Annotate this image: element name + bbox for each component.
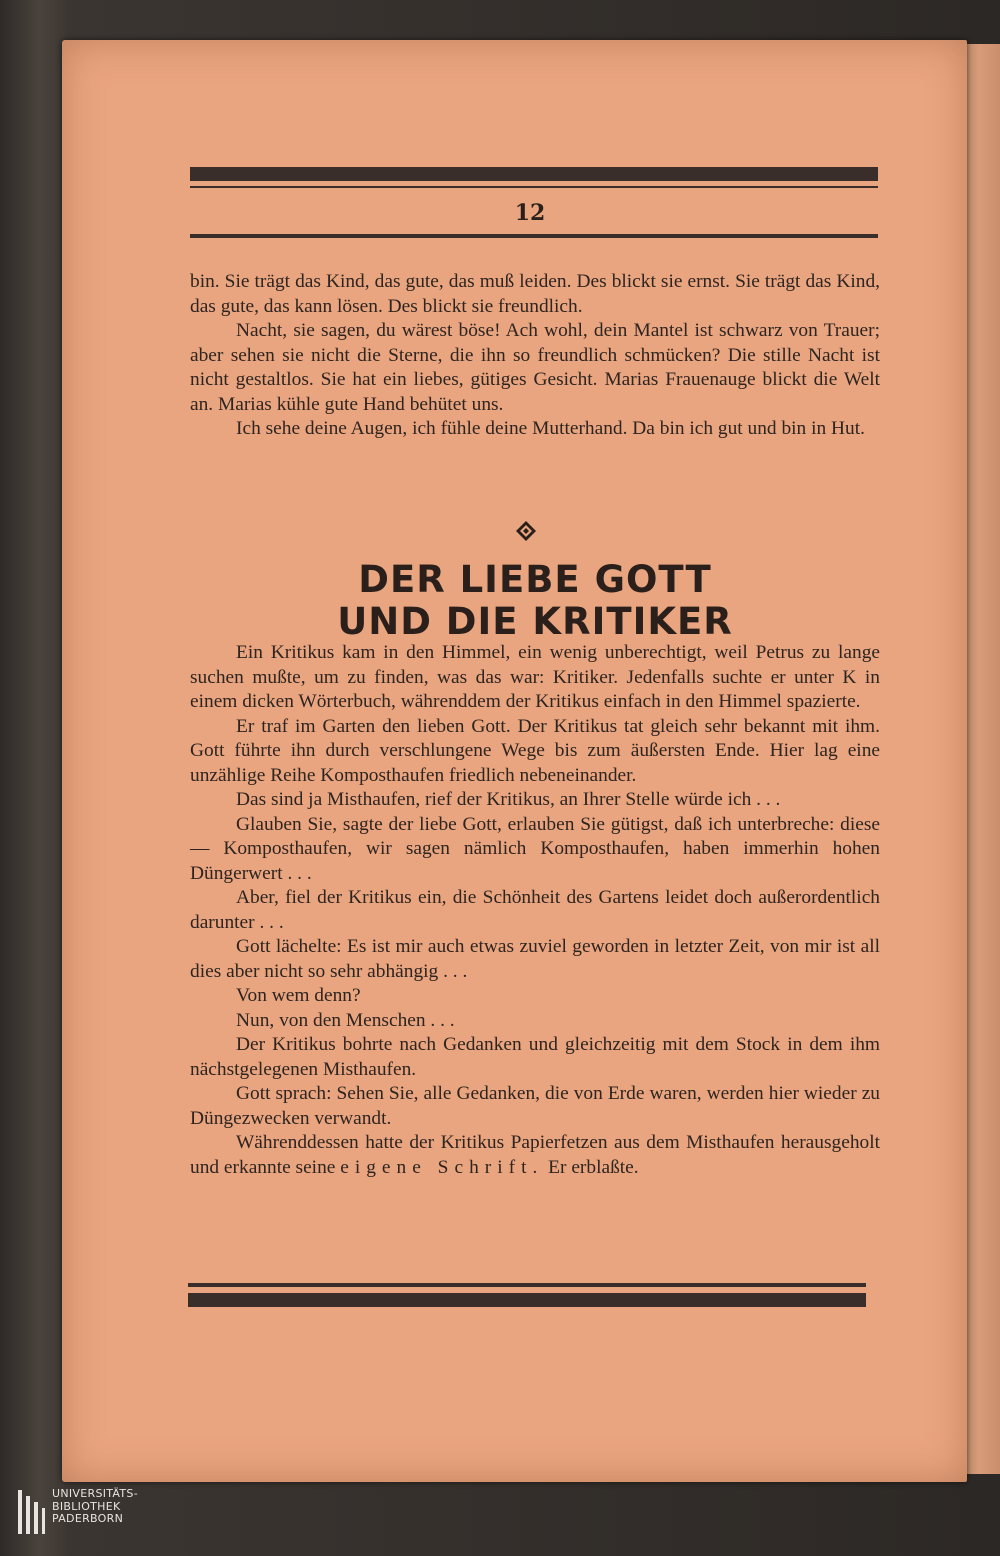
paragraph: Der Kritikus bohrte nach Gedanken und gleichzeitig mit dem Stock in dem ihm nächstgelegenen Misthaufen. bbox=[190, 1034, 880, 1080]
article-title-line2: UND DIE KRITIKER bbox=[337, 600, 733, 643]
paragraph: Nacht, sie sagen, du wärest böse! Ach wohl, dein Mantel ist schwarz von Trauer; aber sehen sie nicht die Sterne, die ihn so freundlich schmücken? Die stille Nacht ist nicht gestaltlos. Sie hat ein liebes, gütiges Gesicht. Marias Frauenauge blickt die Welt an. Marias kühle gute Hand behütet uns. bbox=[190, 320, 880, 415]
spaced-emphasis: eigene Schrift. bbox=[340, 1156, 544, 1178]
library-logo bbox=[16, 1488, 156, 1548]
diamond-ornament-icon bbox=[516, 521, 536, 541]
library-logo-mark-icon bbox=[16, 1488, 46, 1536]
paragraph: Ich sehe deine Augen, ich fühle deine Mutterhand. Da bin ich gut und bin in Hut. bbox=[236, 418, 865, 439]
paragraph: Von wem denn? bbox=[236, 985, 361, 1006]
header-rule-bottom bbox=[190, 234, 878, 238]
article-body bbox=[190, 641, 880, 1180]
paragraph: Glauben Sie, sagte der liebe Gott, erlauben Sie gütigst, daß ich unterbreche: diese — Komposthaufen, wir sagen nämlich Komposthaufen, haben immerhin hohen Düngerwert . . . bbox=[190, 813, 880, 884]
footer-rule-bottom bbox=[188, 1293, 866, 1307]
paragraph: Das sind ja Misthaufen, rief der Kritikus, an Ihrer Stelle würde ich . . . bbox=[236, 789, 781, 810]
paragraph: Aber, fiel der Kritikus ein, die Schönheit des Gartens leidet doch außerordentlich darunter . . . bbox=[190, 887, 880, 933]
footer-rule-top bbox=[188, 1283, 866, 1287]
facing-page-edge bbox=[962, 44, 1000, 1474]
paragraph-last bbox=[190, 1131, 880, 1180]
article-title-line1: DER LIEBE GOTT bbox=[358, 558, 712, 601]
page-number: 12 bbox=[514, 200, 546, 226]
header-rule-mid bbox=[190, 186, 878, 188]
paragraph-text: Er erblaßte. bbox=[548, 1156, 639, 1178]
paragraph-text: Währenddessen hatte der Kritikus Papierfetzen aus dem Misthaufen herausgeholt und erkannte seine bbox=[190, 1132, 880, 1178]
preceding-text bbox=[190, 270, 880, 442]
paragraph: bin. Sie trägt das Kind, das gute, das muß leiden. Des blickt sie ernst. Sie trägt das Kind, das gute, das kann lösen. Des blickt sie freundlich. bbox=[190, 271, 880, 317]
logo-line: PADERBORN bbox=[52, 1512, 124, 1525]
library-logo-text bbox=[52, 1488, 138, 1526]
logo-line: BIBLIOTHEK bbox=[52, 1499, 121, 1513]
logo-line: UNIVERSITÄTS- bbox=[52, 1487, 138, 1500]
paragraph: Gott lächelte: Es ist mir auch etwas zuviel geworden in letzter Zeit, von mir ist all dies aber nicht so sehr abhängig . . . bbox=[190, 936, 880, 982]
paragraph: Nun, von den Menschen . . . bbox=[236, 1009, 455, 1031]
header-rule-top bbox=[190, 167, 878, 181]
article-title bbox=[190, 559, 880, 643]
paragraph: Ein Kritikus kam in den Himmel, ein wenig unberechtigt, weil Petrus zu lange suchen mußte, um zu finden, was das war: Kritiker. Jedenfalls suchte er unter K in einem dicken Wörterbuch, währenddem der Kritikus einfach in den Himmel spazierte. bbox=[190, 642, 880, 712]
paragraph: Er traf im Garten den lieben Gott. Der Kritikus tat gleich sehr bekannt mit ihm. Gott führte ihn durch verschlungene Wege bis zum äußersten Ende. Hier lag eine unzählige Reihe Komposthaufen friedlich nebeneinander. bbox=[190, 715, 880, 786]
paragraph: Gott sprach: Sehen Sie, alle Gedanken, die von Erde waren, werden hier wieder zu Düngezwecken verwandt. bbox=[190, 1083, 880, 1129]
